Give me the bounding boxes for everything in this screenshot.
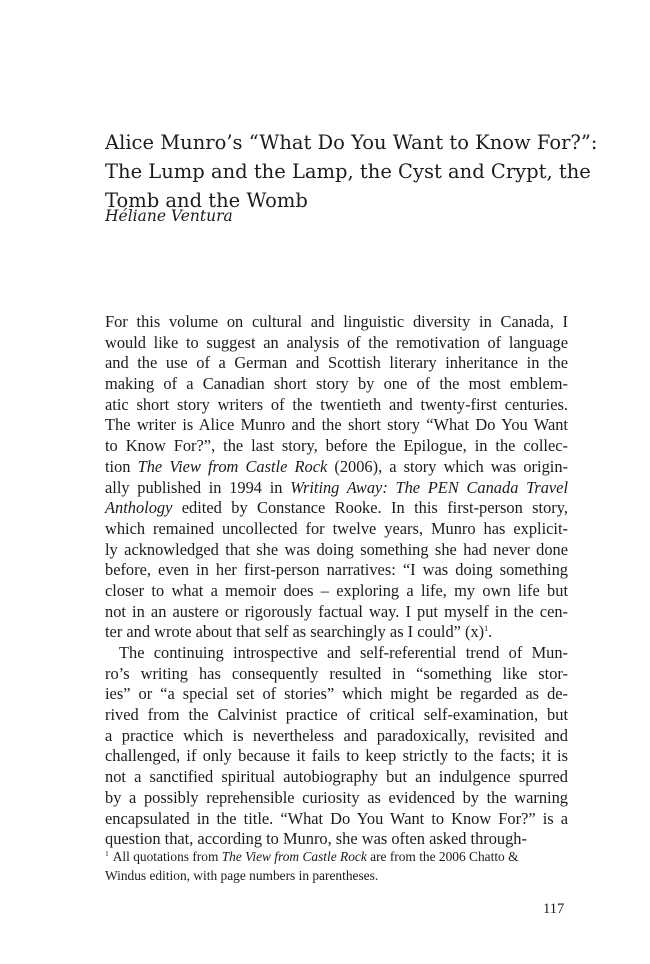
paragraph-1 — [105, 312, 568, 643]
author-name: Héliane Ventura — [105, 207, 233, 225]
text-line: closer to what a memoir does – exploring a life, my own life but — [105, 580, 568, 600]
italic-title: Writing Away: The PEN Canada Travel — [290, 477, 568, 497]
text-line: not a sanctified spiritual autobiography but an indulgence spurred — [105, 767, 568, 787]
article-title — [105, 128, 598, 215]
body-text — [105, 312, 568, 850]
title-line: Alice Munro’s “What Do You Want to Know For?”: — [105, 131, 598, 154]
text-line: The writer is Alice Munro and the short story “What Do You Want — [105, 415, 568, 435]
text-line: Anthology edited by Constance Rooke. In this first-person story, — [105, 498, 568, 518]
text-line: by a possibly reprehensible curiosity as evidenced by the warning — [105, 787, 568, 807]
footnote-marker: 1 — [105, 849, 109, 858]
text-line: ally published in 1994 in Writing Away: The PEN Canada Travel — [105, 477, 568, 497]
text-line: tion The View from Castle Rock (2006), a story which was origin- — [105, 456, 568, 476]
footnote-text: are from the 2006 Chatto & — [366, 849, 519, 864]
page-number: 117 — [543, 901, 565, 917]
text-line: For this volume on cultural and linguistic diversity in Canada, I — [105, 312, 568, 331]
title-line: Tomb and the Womb — [105, 189, 308, 212]
text-line: ies” or “a special set of stories” which might be regarded as de- — [105, 684, 568, 704]
text-line: challenged, if only because it fails to keep strictly to the facts; it is — [105, 746, 568, 766]
footnote — [105, 848, 570, 885]
text-line: a practice which is nevertheless and paradoxically, revisited and — [105, 725, 568, 745]
italic-title: Anthology — [105, 498, 173, 518]
text-line: and the use of a German and Scottish literary inheritance in the — [105, 353, 568, 373]
text-line: would like to suggest an analysis of the remotivation of language — [105, 332, 568, 352]
text-line: which remained uncollected for twelve years, Munro has explicit- — [105, 518, 568, 538]
text-line: ly acknowledged that she was doing something she had never done — [105, 539, 568, 559]
paragraph-2 — [105, 643, 568, 850]
text-line: question that, according to Munro, she was often asked through- — [105, 829, 527, 849]
footnote-line: Windus edition, with page numbers in parentheses. — [105, 867, 379, 883]
text-line: ter and wrote about that self as searchingly as I could” (x)$^1$. — [105, 622, 493, 642]
title-line: The Lump and the Lamp, the Cyst and Crypt, the — [105, 160, 591, 183]
text-line: to Know For?”, the last story, before the Epilogue, in the collec- — [105, 436, 568, 456]
text-line: rived from the Calvinist practice of critical self-examination, but — [105, 705, 568, 725]
text-line: before, even in her first-person narratives: “I was doing something — [105, 560, 568, 580]
footnote-book-title: The View from Castle Rock — [221, 849, 367, 864]
footnote-text: All quotations from — [112, 849, 222, 864]
text-line: The continuing introspective and self-referential trend of Mun- — [119, 643, 568, 662]
text-line: encapsulated in the title. “What Do You Want to Know For?” is a — [105, 808, 568, 828]
text-line: not in an austere or rigorously factual way. I put myself in the cen- — [105, 601, 568, 621]
text-line: atic short story writers of the twentieth and twenty-first centuries. — [105, 394, 568, 414]
footnote-line — [105, 848, 570, 867]
italic-title: The View from Castle Rock — [137, 456, 328, 476]
footnote-reference: 1 — [484, 624, 489, 634]
text-line: making of a Canadian short story by one of the most emblem- — [105, 374, 568, 394]
text-line: ro’s writing has consequently resulted in “something like stor- — [105, 663, 568, 683]
